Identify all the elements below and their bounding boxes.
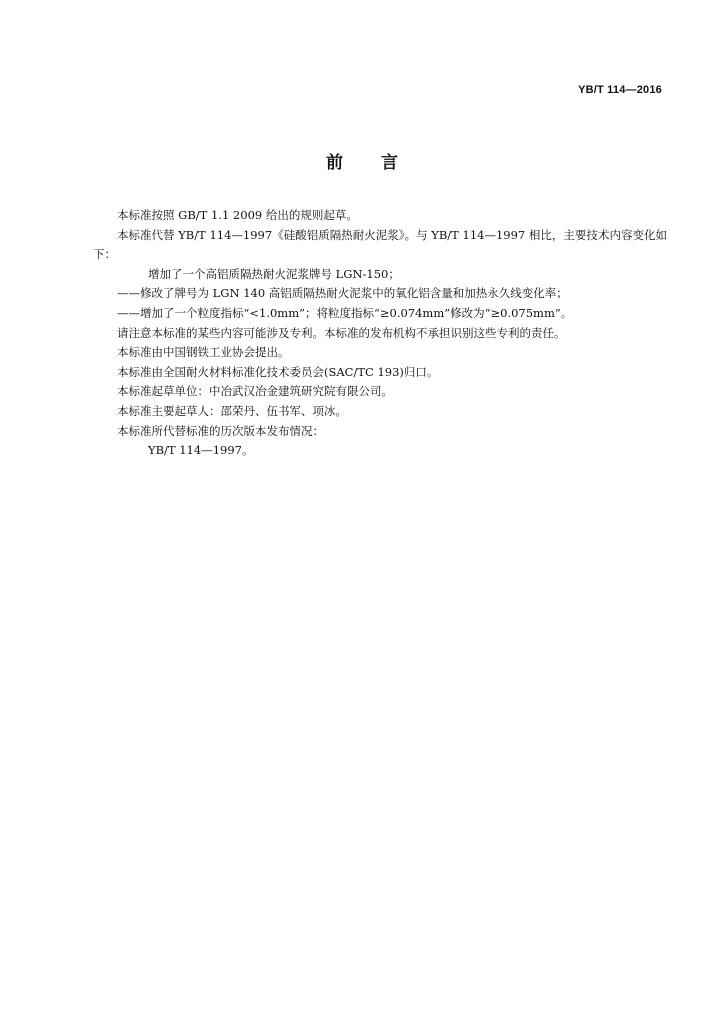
paragraph-main-drafters: 本标准主要起草人：邵荣丹、伍书军、项冰。 [117,403,347,418]
title-char-1: 前 [326,153,343,173]
title-char-2: 言 [381,153,398,173]
change-item-1: 增加了一个高铝质隔热耐火泥浆牌号 LGN-150； [148,266,400,281]
foreword-body [93,206,667,461]
change-item-3: ——增加了一个粒度指标“<1.0mm”；将粒度指标“≥0.074mm”修改为“≥0.075mm”。 [117,305,573,320]
paragraph-technical-committee: 本标准由全国耐火材料标准化技术委员会(SAC/TC 193)归口。 [117,364,439,379]
change-item-2: ——修改了牌号为 LGN 140 高铝质隔热耐火泥浆中的氧化铝含量和加热永久线变化率； [117,286,568,301]
paragraph-replacement: 本标准代替 YB/T 114—1997《硅酸铝质隔热耐火泥浆》。与 YB/T 114—1997 相比，主要技术内容变化如下： [93,227,667,262]
paragraph-proposed-by: 本标准由中国钢铁工业协会提出。 [117,345,290,360]
paragraph-drafting-unit: 本标准起草单位：中冶武汉冶金建筑研究院有限公司。 [117,384,393,399]
previous-edition-item: YB/T 114—1997。 [148,443,254,458]
page-title [0,148,724,173]
paragraph-previous-editions: 本标准所代替标准的历次版本发布情况： [117,423,324,438]
paragraph-drafting-rules: 本标准按照 GB/T 1.1 2009 给出的规则起草。 [117,208,358,222]
paragraph-patent-notice: 请注意本标准的某些内容可能涉及专利。本标准的发布机构不承担识别这些专利的责任。 [117,325,566,340]
standard-code: YB/T 114—2016 [578,84,662,96]
